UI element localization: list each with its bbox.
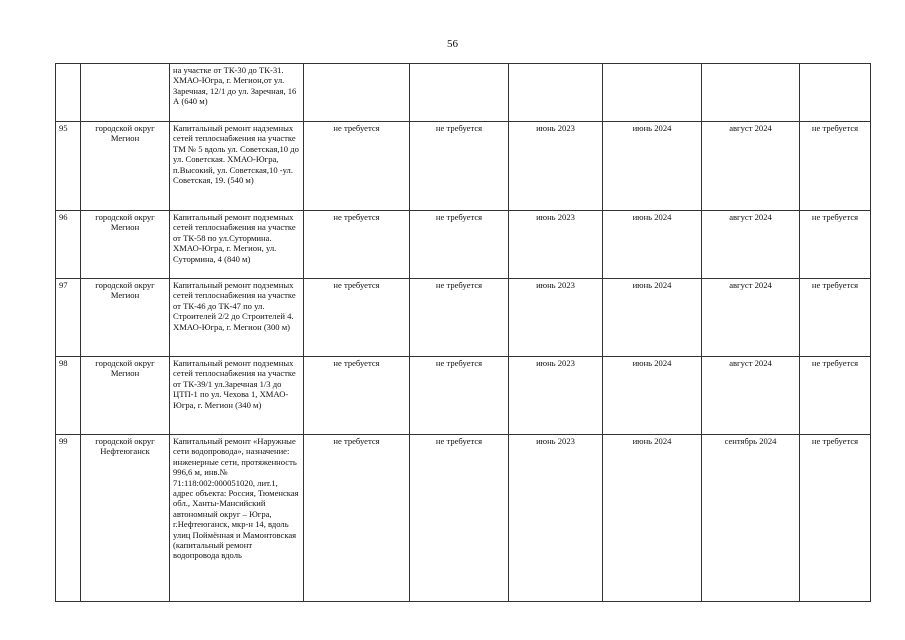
district-cell: городской округ Мегион bbox=[81, 211, 170, 279]
col9-cell: не требуется bbox=[800, 211, 871, 279]
table-row bbox=[56, 64, 871, 122]
col4-cell: не требуется bbox=[304, 435, 410, 602]
col7-cell: июнь 2024 bbox=[603, 279, 702, 357]
description-cell: Капитальный ремонт надземных сетей теплоснабжения на участке ТМ № 5 вдоль ул. Советская,10 до ул. Советская. ХМАО-Югра, п.Высокий, ул. Советская,10 -ул. Советская, 19. (540 м) bbox=[170, 122, 304, 211]
col8-cell: август 2024 bbox=[702, 357, 800, 435]
works-table bbox=[55, 63, 871, 602]
col5-cell: не требуется bbox=[410, 122, 509, 211]
col4-cell: не требуется bbox=[304, 357, 410, 435]
col4-cell bbox=[304, 64, 410, 122]
row-number: 99 bbox=[56, 435, 81, 602]
row-number bbox=[56, 64, 81, 122]
col9-cell bbox=[800, 64, 871, 122]
col5-cell: не требуется bbox=[410, 357, 509, 435]
col6-cell: июнь 2023 bbox=[509, 122, 603, 211]
col7-cell bbox=[603, 64, 702, 122]
table-row bbox=[56, 435, 871, 602]
description-cell: Капитальный ремонт подземных сетей теплоснабжения на участке от ТК-58 по ул.Сутормина. ХМАО-Югра, г. Мегион, ул. Сутормина, 4 (840 м) bbox=[170, 211, 304, 279]
col6-cell bbox=[509, 64, 603, 122]
col6-cell: июнь 2023 bbox=[509, 357, 603, 435]
col7-cell: июнь 2024 bbox=[603, 435, 702, 602]
description-cell: Капитальный ремонт подземных сетей теплоснабжения на участке от ТК-39/1 ул.Заречная 1/3 до ЦТП-1 по ул. Чехова 1, ХМАО-Югра, г. Мегион (340 м) bbox=[170, 357, 304, 435]
description-cell: Капитальный ремонт «Наружные сети водопровода», назначение: инженерные сети, протяженность 996,6 м, инв.№ 71:118:002:000051020, лит.1, адрес объекта: Россия, Тюменская обл., Ханты-Мансийский автономный округ – Югра, г.Нефтеюганск, мкр-н 14, вдоль улиц Поймённая и Мамонтовская (капитальный ремонт водопровода вдоль bbox=[170, 435, 304, 602]
row-number: 97 bbox=[56, 279, 81, 357]
col7-cell: июнь 2024 bbox=[603, 122, 702, 211]
row-number: 95 bbox=[56, 122, 81, 211]
description-cell: на участке от ТК-30 до ТК-31. ХМАО-Югра, г. Мегион,от ул. Заречная, 12/1 до ул. Заречная, 16 А (640 м) bbox=[170, 64, 304, 122]
description-cell: Капитальный ремонт подземных сетей теплоснабжения на участке от ТК-46 до ТК-47 по ул. Строителей 2/2 до Строителей 4. ХМАО-Югра, г. Мегион (300 м) bbox=[170, 279, 304, 357]
col6-cell: июнь 2023 bbox=[509, 279, 603, 357]
col8-cell: август 2024 bbox=[702, 279, 800, 357]
col8-cell: сентябрь 2024 bbox=[702, 435, 800, 602]
col9-cell: не требуется bbox=[800, 435, 871, 602]
col8-cell bbox=[702, 64, 800, 122]
col6-cell: июнь 2023 bbox=[509, 211, 603, 279]
table-row bbox=[56, 211, 871, 279]
row-number: 98 bbox=[56, 357, 81, 435]
district-cell: городской округ Нефтеюганск bbox=[81, 435, 170, 602]
district-cell: городской округ Мегион bbox=[81, 122, 170, 211]
col9-cell: не требуется bbox=[800, 357, 871, 435]
page-number: 56 bbox=[447, 38, 458, 50]
col9-cell: не требуется bbox=[800, 279, 871, 357]
col5-cell: не требуется bbox=[410, 435, 509, 602]
col5-cell: не требуется bbox=[410, 279, 509, 357]
col5-cell bbox=[410, 64, 509, 122]
col7-cell: июнь 2024 bbox=[603, 211, 702, 279]
district-cell: городской округ Мегион bbox=[81, 279, 170, 357]
col8-cell: август 2024 bbox=[702, 122, 800, 211]
col9-cell: не требуется bbox=[800, 122, 871, 211]
col5-cell: не требуется bbox=[410, 211, 509, 279]
col4-cell: не требуется bbox=[304, 122, 410, 211]
col8-cell: август 2024 bbox=[702, 211, 800, 279]
col4-cell: не требуется bbox=[304, 279, 410, 357]
district-cell: городской округ Мегион bbox=[81, 357, 170, 435]
district-cell bbox=[81, 64, 170, 122]
row-number: 96 bbox=[56, 211, 81, 279]
col6-cell: июнь 2023 bbox=[509, 435, 603, 602]
col4-cell: не требуется bbox=[304, 211, 410, 279]
table-row bbox=[56, 357, 871, 435]
col7-cell: июнь 2024 bbox=[603, 357, 702, 435]
table-row bbox=[56, 122, 871, 211]
table-row bbox=[56, 279, 871, 357]
